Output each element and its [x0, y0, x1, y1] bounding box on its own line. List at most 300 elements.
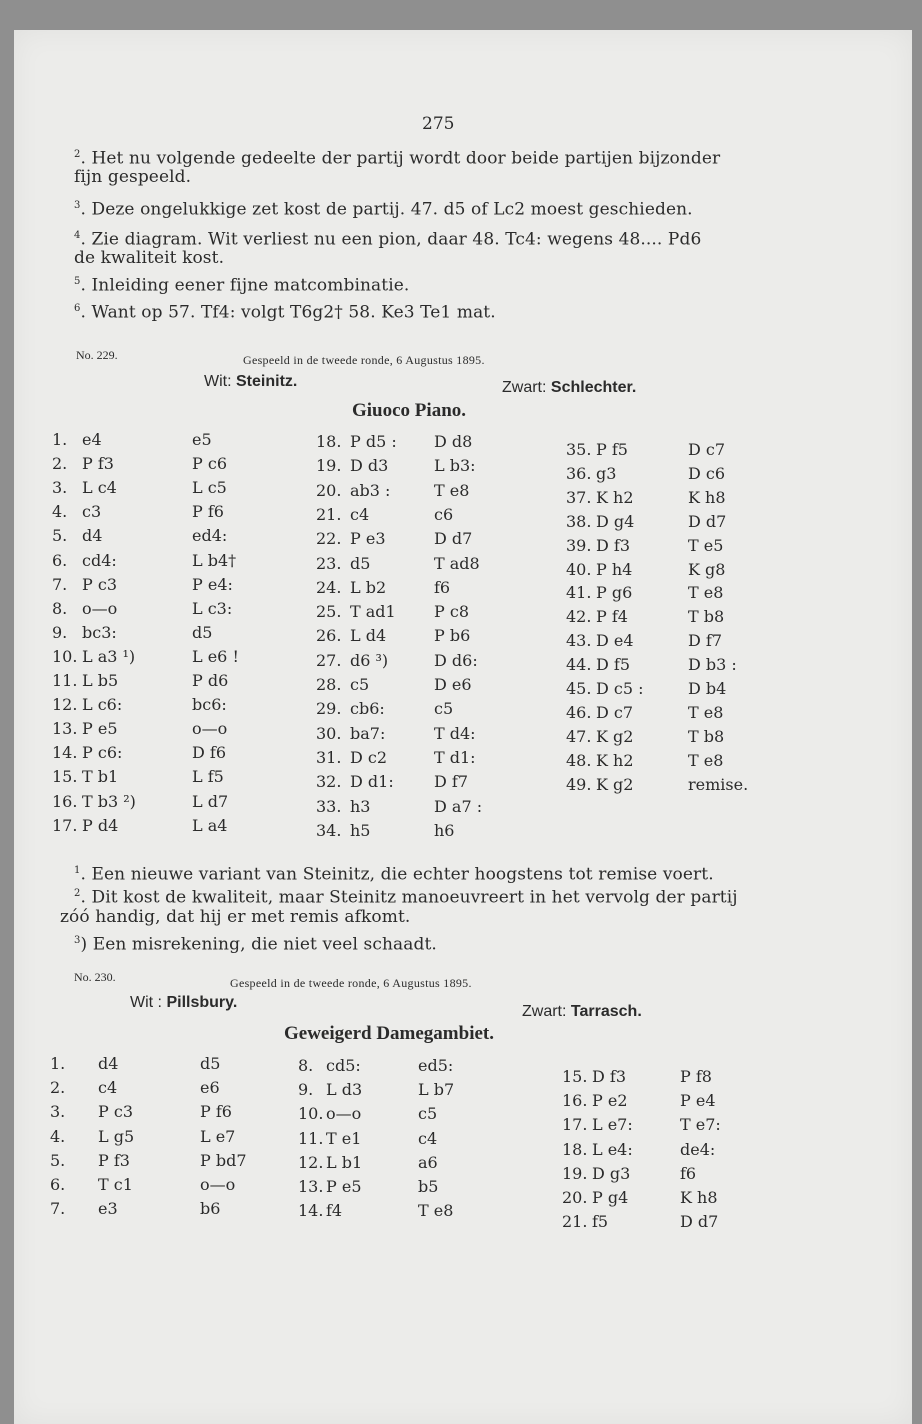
move-row — [298, 1199, 454, 1223]
white-move: d6 ³) — [350, 650, 389, 670]
move-number: 36. — [566, 463, 592, 483]
white-move: e4 — [82, 430, 102, 449]
game-header: Gespeeld in de tweede ronde, 6 Augustus 1895. — [230, 976, 472, 990]
move-number: 44. — [566, 655, 592, 675]
move-row — [316, 430, 473, 454]
move-row — [316, 697, 454, 721]
footnote-marker: 6 — [74, 303, 81, 314]
move-row — [50, 1076, 220, 1100]
move-number: 41. — [566, 583, 592, 603]
move-number: 8. — [52, 598, 68, 618]
move-number: 19. — [316, 456, 342, 476]
white-move: D c5 : — [596, 679, 644, 698]
white-move: c3 — [82, 502, 102, 522]
footnote-line — [74, 195, 834, 221]
move-number: 20. — [562, 1188, 588, 1207]
white-move: P f4 — [596, 607, 628, 627]
move-row — [52, 524, 228, 548]
move-row — [316, 479, 470, 503]
game-number: No. 229. — [76, 348, 118, 362]
move-row — [52, 500, 224, 524]
black-move: K g8 — [688, 559, 726, 579]
footnote-text: de kwaliteit kost. — [74, 248, 225, 268]
move-row — [562, 1210, 719, 1234]
footnote-text: . Dit kost de kwaliteit, maar Steinitz manoeuvreert in het vervolg der partij — [80, 887, 738, 908]
black-move: ed4: — [192, 526, 228, 546]
move-row — [566, 510, 727, 534]
white-player — [130, 994, 237, 1012]
black-move: D d6: — [434, 650, 478, 670]
white-label: Wit : — [130, 994, 162, 1011]
white-player — [204, 373, 297, 391]
white-move: P e5 — [82, 719, 118, 739]
black-label: Zwart: — [502, 379, 547, 396]
white-move: T c1 — [98, 1175, 133, 1194]
move-number: 19. — [562, 1163, 588, 1183]
footnote-text: . Een nieuwe variant van Steinitz, die echter hoogstens tot remise voert. — [80, 864, 714, 885]
move-row — [562, 1089, 716, 1113]
move-number: 15. — [562, 1067, 588, 1086]
white-move: P e2 — [592, 1091, 628, 1111]
white-move: K h2 — [596, 487, 634, 507]
move-row — [52, 645, 239, 669]
white-move: c5 — [350, 675, 370, 694]
move-number: 25. — [316, 602, 342, 622]
black-move: c6 — [434, 504, 454, 524]
move-number: 26. — [316, 626, 342, 646]
move-row — [50, 1100, 232, 1124]
move-number: 14. — [298, 1201, 324, 1221]
move-row — [566, 773, 749, 797]
footnote-line — [74, 247, 834, 269]
black-move: T ad8 — [434, 553, 480, 573]
move-row — [298, 1127, 438, 1151]
move-number: 11. — [298, 1128, 324, 1148]
move-number: 24. — [316, 577, 342, 597]
black-move: L a4 — [192, 815, 228, 835]
move-row — [52, 476, 227, 500]
white-move: L e4: — [592, 1139, 633, 1159]
black-move: a6 — [418, 1152, 438, 1172]
game-header: Gespeeld in de tweede ronde, 6 Augustus 1895. — [243, 353, 485, 367]
move-row — [50, 1149, 247, 1173]
move-number: 2. — [50, 1078, 66, 1098]
black-move: L b7 — [418, 1080, 455, 1100]
black-move: K h8 — [688, 487, 726, 507]
move-row — [566, 749, 724, 773]
footnote-text: zóó handig, dat hij er met remis afkomt. — [60, 907, 411, 927]
move-number: 5. — [52, 526, 68, 546]
white-move: T ad1 — [350, 602, 396, 622]
white-move: c4 — [350, 504, 370, 524]
black-move: de4: — [680, 1139, 716, 1159]
move-row — [50, 1052, 221, 1076]
move-row — [566, 462, 726, 486]
move-number: 47. — [566, 726, 592, 746]
move-number: 4. — [50, 1126, 66, 1146]
move-row — [52, 765, 224, 789]
white-move: P c3 — [98, 1102, 133, 1122]
footnote-text: . Zie diagram. Wit verliest nu een pion, daar 48. Tc4: wegens 48.... Pd6 — [80, 229, 702, 250]
opening-title: Geweigerd Damegambiet. — [284, 1023, 494, 1044]
move-number: 21. — [562, 1212, 588, 1232]
white-move: h3 — [350, 796, 371, 816]
black-move: L e6 ! — [192, 646, 239, 666]
move-number: 8. — [298, 1056, 314, 1075]
move-row — [566, 558, 726, 582]
black-name: Tarrasch. — [570, 1003, 642, 1020]
white-move: L b1 — [326, 1152, 363, 1172]
move-number: 7. — [52, 574, 68, 594]
move-number: 33. — [316, 796, 342, 816]
black-move: c4 — [418, 1128, 438, 1148]
footnote-marker: 2 — [74, 888, 81, 899]
black-move: L b4† — [192, 550, 237, 570]
move-number: 35. — [566, 440, 592, 459]
move-row — [298, 1102, 438, 1126]
move-number: 40. — [566, 559, 592, 579]
white-move: L g5 — [98, 1126, 135, 1146]
move-number: 1. — [52, 430, 68, 449]
game-number: No. 230. — [74, 970, 116, 984]
black-move: T d4: — [434, 723, 476, 743]
black-move: L b3: — [434, 456, 476, 476]
black-move: P e4 — [680, 1091, 716, 1111]
black-move: f6 — [680, 1163, 697, 1183]
move-row — [298, 1054, 454, 1078]
black-player — [502, 379, 636, 397]
move-number: 5. — [50, 1150, 66, 1170]
black-move: L c5 — [192, 478, 227, 498]
move-row — [316, 746, 476, 770]
move-row — [566, 486, 726, 510]
footnote-text: fijn gespeeld. — [74, 167, 192, 187]
move-number: 21. — [316, 504, 342, 524]
move-number: 27. — [316, 650, 342, 670]
black-move: D d8 — [434, 432, 473, 451]
move-row — [50, 1125, 236, 1149]
move-row — [316, 819, 455, 843]
move-number: 16. — [52, 791, 78, 811]
black-move: D d7 — [434, 529, 473, 549]
move-row — [566, 653, 737, 677]
move-row — [562, 1138, 716, 1162]
white-move: ab3 : — [350, 480, 391, 500]
move-row — [316, 673, 472, 697]
white-move: T b1 — [82, 767, 119, 787]
black-move: d5 — [192, 622, 213, 642]
black-move: P e4: — [192, 574, 233, 594]
black-move: c5 — [434, 699, 454, 719]
move-row — [52, 693, 227, 717]
white-move: D f3 — [596, 535, 631, 555]
move-row — [52, 741, 227, 765]
move-number: 9. — [298, 1080, 314, 1100]
move-row — [566, 605, 725, 629]
black-move: h6 — [434, 820, 455, 840]
footnote-marker: 2 — [74, 149, 81, 160]
move-row — [316, 770, 469, 794]
move-number: 43. — [566, 631, 592, 651]
opening-title: Giuoco Piano. — [352, 400, 467, 421]
footnote-text: . Het nu volgende gedeelte der partij wordt door beide partijen bijzonder — [80, 148, 721, 169]
white-move: h5 — [350, 820, 371, 840]
move-number: 49. — [566, 774, 592, 794]
footnote-text: . Inleiding eener fijne matcombinatie. — [80, 275, 410, 296]
black-move: e6 — [200, 1078, 220, 1098]
black-move: T e8 — [434, 480, 470, 500]
move-row — [316, 649, 478, 673]
white-move: D g3 — [592, 1163, 631, 1183]
move-row — [50, 1173, 236, 1197]
move-number: 1. — [50, 1054, 66, 1073]
move-row — [316, 722, 476, 746]
move-number: 45. — [566, 679, 592, 698]
move-number: 13. — [52, 719, 78, 739]
white-move: f4 — [326, 1201, 343, 1221]
move-row — [566, 438, 726, 462]
black-move: P b6 — [434, 626, 471, 646]
white-move: g3 — [596, 463, 617, 483]
white-move: cd5: — [326, 1056, 361, 1075]
move-number: 37. — [566, 487, 592, 507]
move-number: 12. — [298, 1152, 324, 1172]
move-row — [566, 701, 724, 725]
white-move: P h4 — [596, 559, 633, 579]
move-number: 7. — [50, 1199, 66, 1219]
white-move: L a3 ¹) — [82, 646, 136, 666]
white-move: K h2 — [596, 750, 634, 770]
black-move: o—o — [192, 719, 228, 739]
white-move: c4 — [98, 1078, 118, 1098]
move-number: 17. — [562, 1115, 588, 1135]
white-move: D c2 — [350, 747, 388, 767]
black-move: D e6 — [434, 675, 472, 694]
black-label: Zwart: — [522, 1003, 567, 1020]
move-row — [316, 454, 476, 478]
white-move: ba7: — [350, 723, 386, 743]
footnote-text: . Want op 57. Tf4: volgt T6g2† 58. Ke3 Te1 mat. — [80, 302, 496, 323]
white-move: d4 — [98, 1054, 119, 1073]
black-move: P f6 — [192, 502, 224, 522]
move-number: 32. — [316, 772, 342, 792]
book-page — [14, 30, 912, 1424]
move-row — [52, 814, 228, 838]
white-move: D d1: — [350, 772, 394, 792]
move-row — [50, 1197, 221, 1221]
move-row — [562, 1065, 712, 1089]
move-number: 38. — [566, 511, 592, 531]
white-move: d4 — [82, 526, 103, 546]
footnote-marker: 3 — [74, 200, 81, 211]
move-number: 20. — [316, 480, 342, 500]
move-number: 9. — [52, 622, 68, 642]
move-number: 18. — [562, 1139, 588, 1159]
move-number: 16. — [562, 1091, 588, 1111]
white-move: P g6 — [596, 583, 633, 603]
black-move: T b8 — [688, 607, 725, 627]
black-move: ed5: — [418, 1056, 454, 1075]
move-row — [52, 573, 233, 597]
move-row — [316, 552, 480, 576]
black-move: D c6 — [688, 463, 726, 483]
white-move: e3 — [98, 1199, 118, 1219]
black-player — [522, 1003, 642, 1021]
black-move: P bd7 — [200, 1150, 247, 1170]
move-number: 17. — [52, 815, 78, 835]
move-row — [316, 503, 454, 527]
move-row — [316, 795, 483, 819]
black-move: c5 — [418, 1104, 438, 1124]
move-number: 22. — [316, 529, 342, 549]
white-name: Steinitz. — [236, 373, 298, 390]
move-row — [52, 717, 228, 741]
white-name: Pillsbury. — [166, 994, 238, 1011]
move-number: 3. — [52, 478, 68, 498]
black-move: d5 — [200, 1054, 221, 1073]
white-move: P e5 — [326, 1177, 362, 1196]
black-move: T e8 — [688, 750, 724, 770]
white-move: P c6: — [82, 743, 123, 763]
move-number: 48. — [566, 750, 592, 770]
move-number: 42. — [566, 607, 592, 627]
move-number: 46. — [566, 702, 592, 722]
black-move: D b4 — [688, 679, 727, 698]
move-number: 6. — [50, 1175, 66, 1194]
black-move: b5 — [418, 1177, 439, 1196]
footnote-line — [60, 906, 820, 928]
footnote-line — [74, 930, 834, 956]
white-move: cb6: — [350, 699, 385, 719]
black-move: L c3: — [192, 598, 233, 618]
black-move: f6 — [434, 577, 451, 597]
black-move: P c8 — [434, 602, 469, 622]
move-row — [562, 1113, 721, 1137]
black-move: b6 — [200, 1199, 221, 1219]
move-number: 2. — [52, 454, 68, 474]
white-move: P f3 — [98, 1150, 130, 1170]
move-row — [316, 624, 471, 648]
white-move: T b3 ²) — [82, 791, 136, 811]
move-number: 10. — [298, 1104, 324, 1124]
black-move: L e7 — [200, 1126, 236, 1146]
white-move: P d5 : — [350, 432, 397, 451]
white-move: o—o — [326, 1104, 362, 1124]
white-move: d5 — [350, 553, 371, 573]
move-row — [298, 1078, 455, 1102]
move-number: 11. — [52, 671, 78, 690]
move-row — [566, 725, 725, 749]
page-number: 275 — [422, 114, 455, 134]
move-row — [298, 1175, 439, 1199]
move-row — [566, 677, 727, 701]
white-move: L c6: — [82, 695, 123, 715]
move-number: 34. — [316, 820, 342, 840]
white-move: D g4 — [596, 511, 635, 531]
black-move: T e8 — [688, 583, 724, 603]
move-row — [52, 669, 229, 693]
white-move: P e3 — [350, 529, 386, 549]
move-row — [566, 629, 723, 653]
white-move: P d4 — [82, 815, 119, 835]
white-move: P g4 — [592, 1188, 629, 1207]
move-number: 23. — [316, 553, 342, 573]
white-move: L e7: — [592, 1115, 633, 1135]
move-row — [52, 452, 227, 476]
move-row — [562, 1186, 718, 1210]
move-number: 12. — [52, 695, 78, 715]
move-number: 39. — [566, 535, 592, 555]
move-number: 30. — [316, 723, 342, 743]
white-move: P f3 — [82, 454, 114, 474]
footnote-marker: 5 — [74, 276, 81, 287]
white-move: P c3 — [82, 574, 117, 594]
white-move: T e1 — [326, 1128, 362, 1148]
footnote-text: . Deze ongelukkige zet kost de partij. 47. d5 of Lc2 moest geschieden. — [80, 199, 693, 220]
move-number: 4. — [52, 502, 68, 522]
footnote-marker: 3 — [74, 935, 81, 946]
move-number: 14. — [52, 743, 78, 763]
black-move: D f7 — [434, 772, 469, 792]
move-row — [316, 576, 451, 600]
black-move: o—o — [200, 1175, 236, 1194]
move-row — [566, 534, 724, 558]
footnote-line — [74, 860, 834, 886]
move-row — [298, 1151, 438, 1175]
white-move: f5 — [592, 1212, 609, 1232]
black-move: P f8 — [680, 1067, 712, 1086]
white-move: D d3 — [350, 456, 389, 476]
black-move: D d7 — [680, 1212, 719, 1232]
white-move: L b5 — [82, 671, 119, 690]
white-move: L d3 — [326, 1080, 363, 1100]
black-move: T e8 — [418, 1201, 454, 1221]
move-row — [316, 600, 469, 624]
footnote-line — [74, 298, 834, 324]
black-move: T e5 — [688, 535, 724, 555]
black-move: remise. — [688, 774, 749, 794]
white-move: L b2 — [350, 577, 387, 597]
white-move: cd4: — [82, 550, 117, 570]
white-move: D e4 — [596, 631, 634, 651]
move-number: 29. — [316, 699, 342, 719]
footnote-line — [74, 271, 834, 297]
move-number: 15. — [52, 767, 78, 787]
move-row — [52, 597, 233, 621]
black-move: e5 — [192, 430, 212, 449]
black-move: bc6: — [192, 695, 227, 715]
black-move: D f7 — [688, 631, 723, 651]
move-row — [566, 581, 724, 605]
black-move: P f6 — [200, 1102, 232, 1122]
white-move: K g2 — [596, 726, 634, 746]
white-move: P f5 — [596, 440, 628, 459]
move-row — [316, 527, 473, 551]
move-number: 6. — [52, 550, 68, 570]
black-move: D c7 — [688, 440, 726, 459]
move-number: 3. — [50, 1102, 66, 1122]
black-move: D b3 : — [688, 655, 737, 675]
white-move: bc3: — [82, 622, 117, 642]
move-row — [52, 428, 212, 452]
white-move: L d4 — [350, 626, 387, 646]
footnote-text: ) Een misrekening, die niet veel schaadt. — [80, 934, 437, 955]
black-move: P d6 — [192, 671, 229, 690]
black-move: T b8 — [688, 726, 725, 746]
move-number: 28. — [316, 675, 342, 694]
white-label: Wit: — [204, 373, 232, 390]
move-number: 31. — [316, 747, 342, 767]
